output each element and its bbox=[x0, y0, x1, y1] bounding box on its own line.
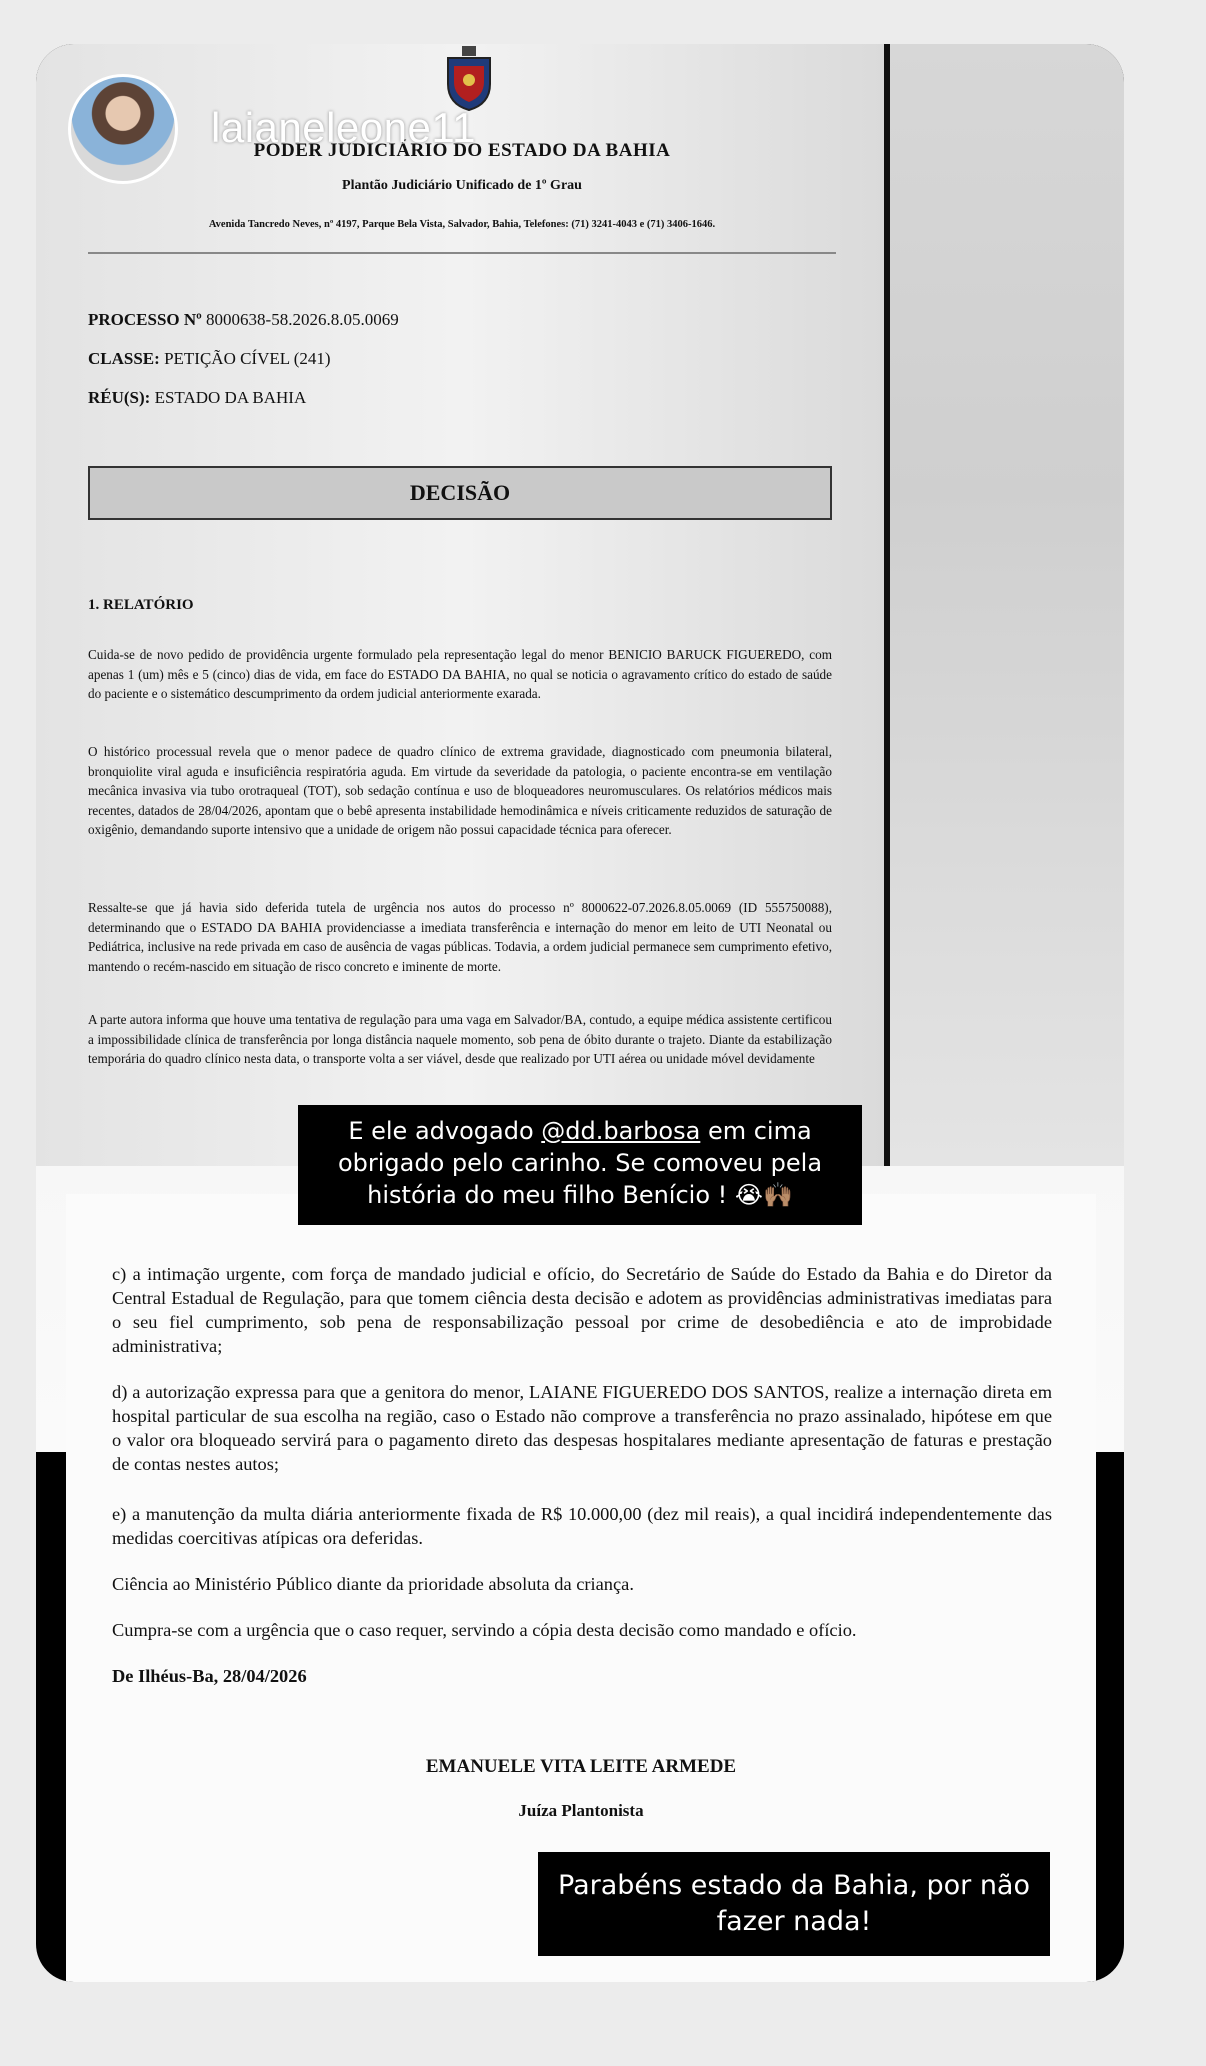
classe-label: CLASSE: bbox=[88, 349, 160, 368]
reu-line bbox=[88, 388, 306, 408]
processo-line bbox=[88, 310, 399, 330]
court-subtitle: Plantão Judiciário Unificado de 1º Grau bbox=[342, 178, 582, 193]
story-username[interactable]: laianeleone11 bbox=[211, 104, 476, 151]
decision-item-e: e) a manutenção da multa diária anteriormente fixada de R$ 10.000,00 (dez mil reais), a qual incidirá independentemente das medidas coercitivas atípicas ora deferidas. bbox=[112, 1504, 1052, 1548]
story-caption-bottom: Parabéns estado da Bahia, por não fazer nada! bbox=[538, 1852, 1050, 1956]
page-edge-divider bbox=[884, 44, 890, 1166]
story-frame bbox=[36, 44, 1124, 1982]
caption-prefix: E ele advogado bbox=[348, 1117, 542, 1145]
report-paragraph-2: O histórico processual revela que o menor padece de quadro clínico de extrema gravidade, diagnosticado com pneumonia bilateral, bronquiolite viral aguda e insuficiência respiratória aguda. Em virtude da severidade da patologia, o paciente encontra-se em ventilação mecânica invasiva via tubo orotraqueal (TOT), sob sedação contínua e uso de bloqueadores neuromusculares. Os relatórios médicos mais recentes, datados de 28/04/2026, apontam que o bebê apresenta instabilidade hemodinâmica e níveis criticamente reduzidos de saturação de oxigênio, demandando suporte intensivo que a unidade de origem não possui capacidade técnica para oferecer. bbox=[88, 744, 832, 837]
classe-value: PETIÇÃO CÍVEL (241) bbox=[159, 349, 331, 368]
reu-label: RÉU(S): bbox=[88, 388, 151, 407]
ciencia-line: Ciência ao Ministério Público diante da prioridade absoluta da criança. bbox=[112, 1574, 634, 1594]
mention-link[interactable]: @dd.barbosa bbox=[541, 1117, 701, 1145]
report-paragraph-4: A parte autora informa que houve uma tentativa de regulação para uma vaga em Salvador/BA, contudo, a equipe médica assistente certificou a impossibilidade clínica de transferência por longa distância naquele momento, sob pena de óbito durante o trajeto. Diante da estabilização temporária do quadro clínico nesta data, o transporte volta a ser viável, desde que realizado por UTI aérea ou unidade móvel devidamente bbox=[88, 1012, 832, 1066]
decision-item-d: d) a autorização expressa para que a genitora do menor, LAIANE FIGUEREDO DOS SANTOS, realize a internação direta em hospital particular de sua escolha na região, caso o Estado não comprove a transferência no prazo assinalado, hipótese em que o valor ora bloqueado servirá para o pagamento direto das despesas hospitalares mediante apresentação de faturas e prestação de contas nestes autos; bbox=[112, 1382, 1052, 1474]
header-rule bbox=[88, 252, 836, 254]
decision-title: DECISÃO bbox=[88, 466, 832, 520]
place-date: De Ilhéus-Ba, 28/04/2026 bbox=[112, 1666, 307, 1686]
section-title: 1. RELATÓRIO bbox=[88, 597, 194, 613]
report-paragraph-1: Cuida-se de novo pedido de providência urgente formulado pela representação legal do menor BENICIO BARUCK FIGUEREDO, com apenas 1 (um) mês e 5 (cinco) dias de vida, em face do ESTADO DA BAHIA, no qual se noticia o agravamento crítico do estado de saúde do paciente e o sistemático descumprimento da ordem judicial anteriormente exarada. bbox=[88, 647, 832, 701]
processo-label: PROCESSO Nº bbox=[88, 310, 202, 329]
court-title: PODER JUDICIÁRIO DO ESTADO DA BAHIA bbox=[253, 140, 671, 161]
processo-value: 8000638-58.2026.8.05.0069 bbox=[201, 310, 399, 329]
right-band bbox=[888, 44, 1124, 1166]
classe-line bbox=[88, 349, 331, 369]
decision-item-c: c) a intimação urgente, com força de mandado judicial e ofício, do Secretário de Saúde do Estado da Bahia e do Diretor da Central Estadual de Regulação, para que tomem ciência desta decisão e adotem as providências administrativas imediatas para o seu fiel cumprimento, sob pena de responsabilização pessoal por crime de desobediência e ato de improbidade administrativa; bbox=[112, 1264, 1052, 1356]
court-address: Avenida Tancredo Neves, nº 4197, Parque Bela Vista, Salvador, Bahia, Telefones: (71) 3241-4043 e (71) 3406-1646. bbox=[208, 219, 716, 230]
cumpra-line: Cumpra-se com a urgência que o caso requer, servindo a cópia desta decisão como mandado e ofício. bbox=[112, 1620, 857, 1640]
signature-name: EMANUELE VITA LEITE ARMEDE bbox=[425, 1756, 737, 1777]
reu-value: ESTADO DA BAHIA bbox=[150, 388, 307, 407]
signature-role: Juíza Plantonista bbox=[518, 1801, 644, 1820]
story-caption-top bbox=[298, 1105, 862, 1225]
profile-avatar[interactable] bbox=[68, 74, 178, 184]
report-paragraph-3: Ressalte-se que já havia sido deferida tutela de urgência nos autos do processo nº 8000622-07.2026.8.05.0069 (ID 555750088), determinando que o ESTADO DA BAHIA providenciasse a imediata transferência e internação do menor em leito de UTI Neonatal ou Pediátrica, inclusive na rede privada em caso de ausência de vagas públicas. Todavia, a ordem judicial permanece sem cumprimento efetivo, mantendo o recém-nascido em situação de risco concreto e iminente de morte. bbox=[88, 900, 832, 974]
coat-of-arms-icon bbox=[440, 44, 498, 112]
caption-suffix: em cima obrigado pelo carinho. Se comoveu pela história do meu filho Benício ! 😭🙌🏽 bbox=[337, 1117, 823, 1209]
